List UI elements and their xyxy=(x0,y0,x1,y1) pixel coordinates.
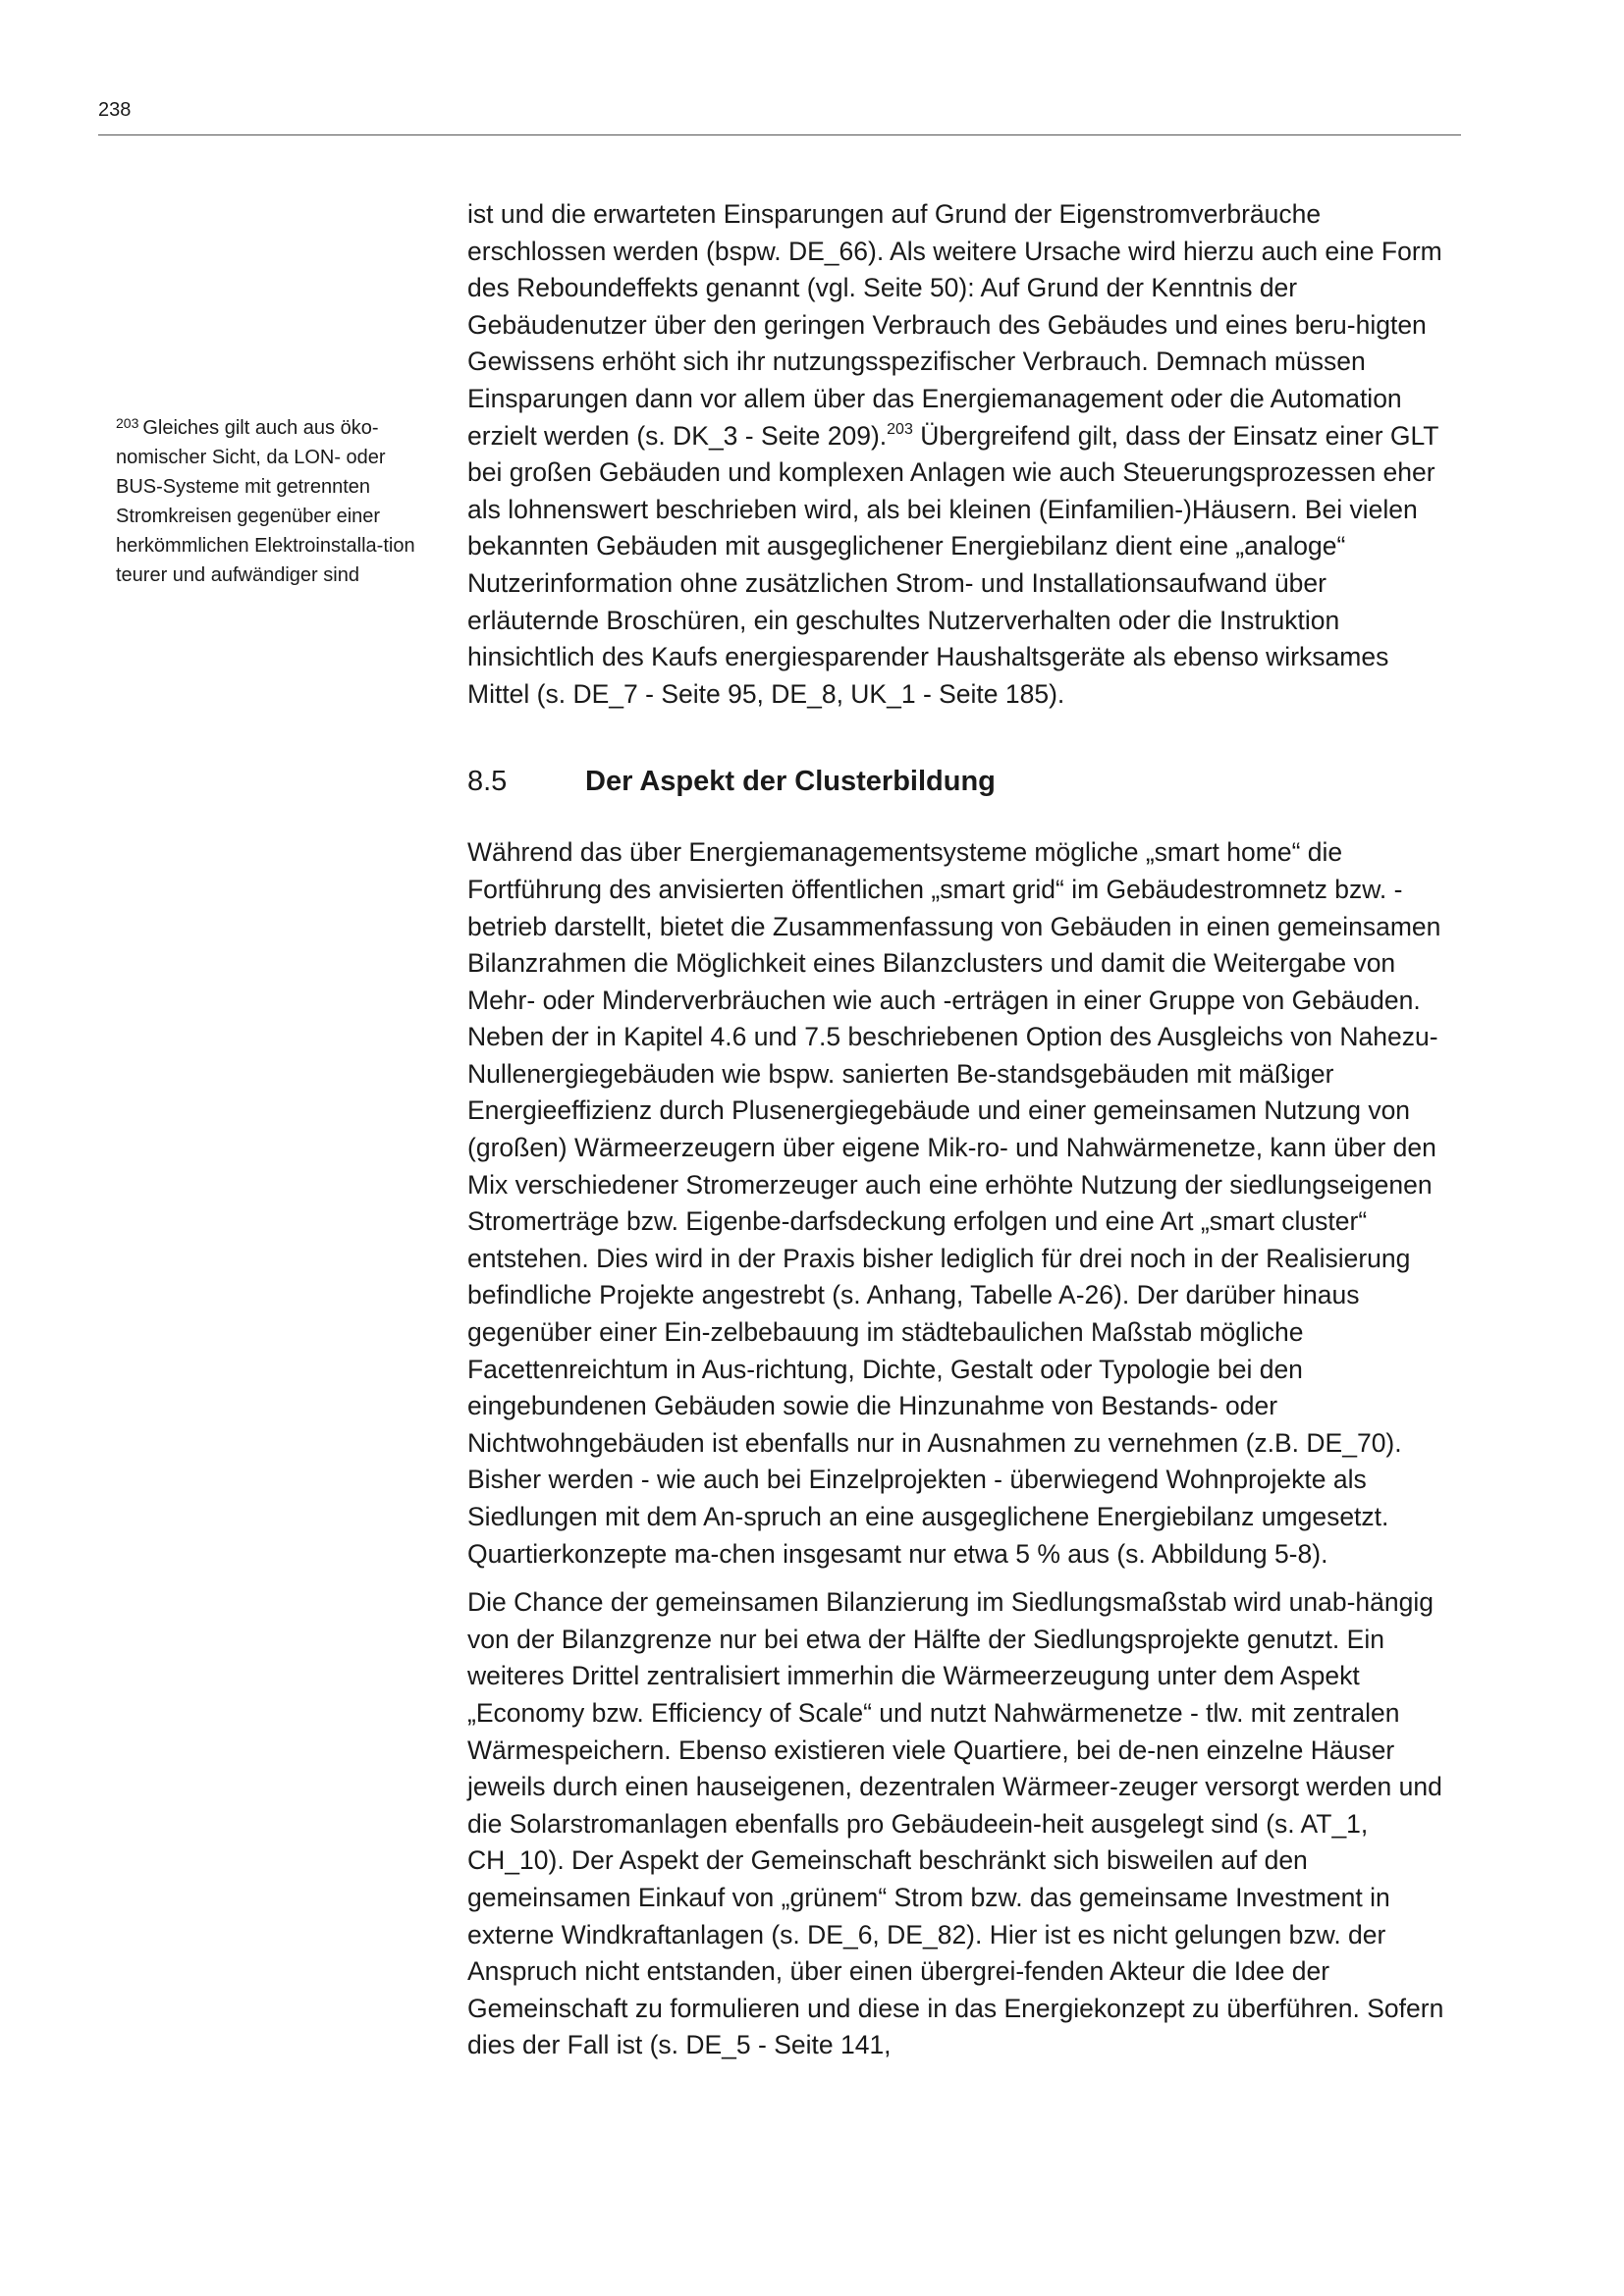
main-text-column xyxy=(467,196,1449,2064)
section-number: 8.5 xyxy=(467,766,508,798)
footnote-reference: 203 xyxy=(887,420,913,438)
paragraph-1-text-b: Übergreifend gilt, dass der Einsatz einer GLT bei großen Gebäuden und komplexen Anlagen wie auch Steuerungsprozessen eher als lohnenswert beschrieben wird, als bei kleinen (Einfamilien-)Häusern. Bei vielen bekannten Gebäuden mit ausgeglichener Energiebilanz dient eine „analoge“ Nutzerinformation ohne zusätzlichen Strom- und Installationsaufwand über erläuternde Broschüren, ein geschultes Nutzerverhalten oder die Instruktion hinsichtlich des Kaufs energiesparender Haushaltsgeräte als ebenso wirksames Mittel (s. DE_7 - Seite 95, DE_8, UK_1 - Seite 185). xyxy=(467,420,1439,709)
paragraph-2: Während das über Energiemanagementsysteme mögliche „smart home“ die Fortführung des anvisierten öffentlichen „smart grid“ im Gebäudestromnetz bzw. -betrieb darstellt, bietet die Zusammenfassung von Gebäuden in einen gemeinsamen Bilanzrahmen die Möglichkeit eines Bilanzclusters und damit die Weitergabe von Mehr- oder Minderverbräuchen wie auch -erträgen in einer Gruppe von Gebäuden. Neben der in Kapitel 4.6 und 7.5 beschriebenen Option des Ausgleichs von Nahezu-Nullenergiegebäuden wie bspw. sanierten Be-standsgebäuden mit mäßiger Energieeffizienz durch Plusenergiegebäude und einer gemeinsamen Nutzung von (großen) Wärmeerzeugern über eigene Mik-ro- und Nahwärmenetze, kann über den Mix verschiedener Stromerzeuger auch eine erhöhte Nutzung der siedlungseigenen Stromerträge bzw. Eigenbe-darfsdeckung erfolgen und eine Art „smart cluster“ entstehen. Dies wird in der Praxis bisher lediglich für drei noch in der Realisierung befindliche Projekte angestrebt (s. Anhang, Tabelle A-26). Der darüber hinaus gegenüber einer Ein-zelbebauung im städtebaulichen Maßstab mögliche Facettenreichtum in Aus-richtung, Dichte, Gestalt oder Typologie bei den eingebundenen Gebäuden sowie die Hinzunahme von Bestands- oder Nichtwohngebäuden ist ebenfalls nur in Ausnahmen zu vernehmen (z.B. DE_70). Bisher werden - wie auch bei Einzelprojekten - überwiegend Wohnprojekte als Siedlungen mit dem An-spruch an eine ausgeglichene Energiebilanz umgesetzt. Quartierkonzepte ma-chen insgesamt nur etwa 5 % aus (s. Abbildung 5-8). xyxy=(467,837,1441,1569)
footnote-marker: 203 xyxy=(116,415,139,431)
section-heading xyxy=(467,762,1449,801)
footnote-text: Gleiches gilt auch aus öko-nomischer Sicht, da LON- oder BUS-Systeme mit getrennten Stromkreisen gegenüber einer herkömmlichen Elektroinstalla-tion teurer und aufwändiger sind xyxy=(116,417,415,586)
page-number: 238 xyxy=(98,99,132,121)
header-rule xyxy=(98,134,1461,135)
section-title: Der Aspekt der Clusterbildung xyxy=(585,766,996,798)
paragraph-1-text-a: ist und die erwarteten Einsparungen auf Grund der Eigenstromverbräuche erschlossen werden (bspw. DE_66). Als weitere Ursache wird hierzu auch eine Form des Reboundeffekts genannt (vgl. Seite 50): Auf Grund der Kenntnis der Gebäudenutzer über den geringen Verbrauch des Gebäudes und eines beru-higten Gewissens erhöht sich ihr nutzungsspezifischer Verbrauch. Demnach müssen Einsparungen dann vor allem über das Energiemanagement oder die Automation erzielt werden (s. DK_3 - Seite 209). xyxy=(467,199,1442,451)
paragraph-3: Die Chance der gemeinsamen Bilanzierung im Siedlungsmaßstab wird unab-hängig von der Bilanzgrenze nur bei etwa der Hälfte der Siedlungsprojekte genutzt. Ein weiteres Drittel zentralisiert immerhin die Wärmeerzeugung unter dem Aspekt „Economy bzw. Efficiency of Scale“ und nutzt Nahwärmenetze - tlw. mit zentralen Wärmespeichern. Ebenso existieren viele Quartiere, bei de-nen einzelne Häuser jeweils durch einen hauseigenen, dezentralen Wärmeer-zeuger versorgt werden und die Solarstromanlagen ebenfalls pro Gebäudeein-heit ausgelegt sind (s. AT_1, CH_10). Der Aspekt der Gemeinschaft beschränkt sich bisweilen auf den gemeinsamen Einkauf von „grünem“ Strom bzw. das gemeinsame Investment in externe Windkraftanlagen (s. DE_6, DE_82). Hier ist es nicht gelungen bzw. der Anspruch nicht entstanden, über einen übergrei-fenden Akteur die Idee der Gemeinschaft zu formulieren und diese in das Energiekonzept zu überführen. Sofern dies der Fall ist (s. DE_5 - Seite 141, xyxy=(467,1587,1444,2060)
paragraph-1 xyxy=(467,196,1449,713)
margin-footnote xyxy=(116,408,436,590)
